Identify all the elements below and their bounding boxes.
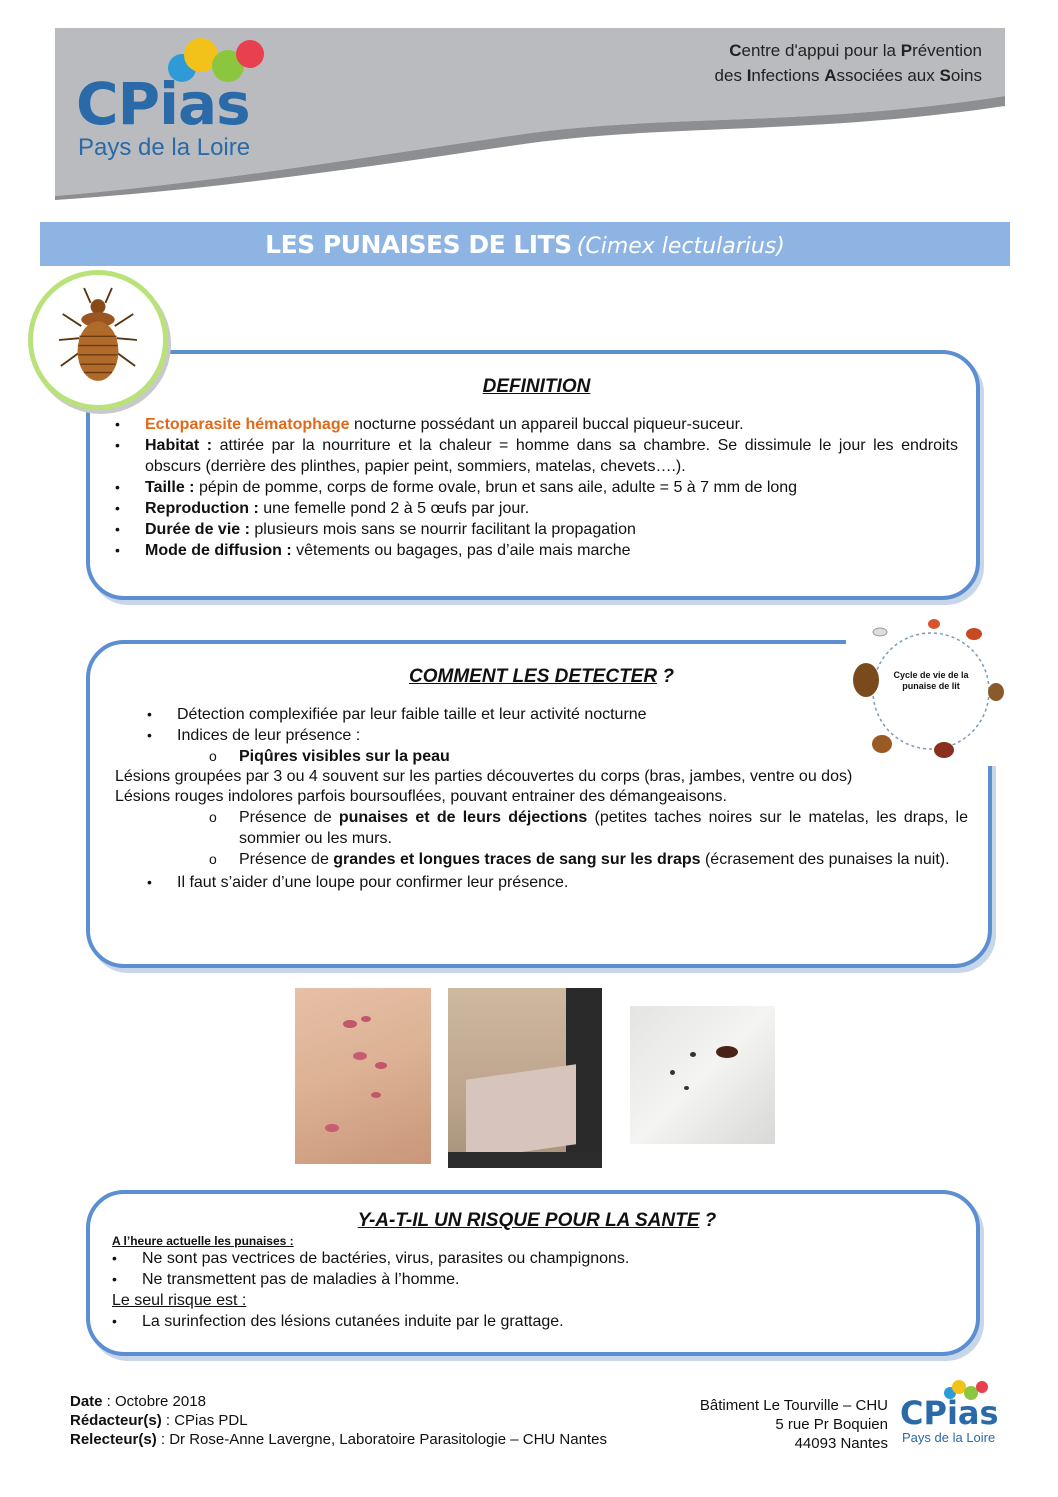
risk-heading: Y-A-T-IL UN RISQUE POUR LA SANTE ? bbox=[357, 1210, 717, 1231]
list-item: • Durée de vie : plusieurs mois sans se nourrir facilitant la propagation bbox=[115, 519, 958, 540]
sub-item: o Présence de grandes et longues traces de sang sur les draps (écrasement des punaises la nuit). bbox=[209, 849, 968, 870]
page-title bbox=[40, 222, 1010, 266]
list-item: • Mode de diffusion : vêtements ou bagages, pas d’aile mais marche bbox=[115, 540, 958, 561]
risk-list bbox=[112, 1248, 962, 1290]
footer-credits: Date : Octobre 2018 Rédacteur(s) : CPias PDL Relecteur(s) : Dr Rose-Anne Lavergne, Laboratoire Parasitologie – CHU Nantes bbox=[70, 1393, 607, 1448]
list-item: • Reproduction : une femelle pond 2 à 5 œufs par jour. bbox=[115, 498, 958, 519]
logo-dot-red bbox=[236, 40, 264, 68]
list-item: • La surinfection des lésions cutanées induite par le grattage. bbox=[112, 1311, 962, 1332]
organization-name: Centre d'appui pour la Prévention des Infections Associées aux Soins bbox=[714, 41, 982, 85]
definition-list bbox=[115, 414, 958, 561]
list-item: • Ectoparasite hématophage nocturne possédant un appareil buccal piqueur-suceur. bbox=[115, 414, 958, 435]
lesion-text-2: Lésions rouges indolores parfois boursouflées, pouvant entrainer des démangeaisons. bbox=[115, 788, 727, 805]
definition-heading: DEFINITION bbox=[482, 376, 591, 397]
photo-mattress-stains bbox=[448, 988, 602, 1168]
footer-logo-subtitle: Pays de la Loire bbox=[902, 1430, 996, 1445]
detection-list bbox=[147, 704, 968, 746]
risk-list-2 bbox=[112, 1311, 962, 1332]
definition-content bbox=[115, 376, 958, 561]
list-item: • Ne transmettent pas de maladies à l’homme. bbox=[112, 1269, 962, 1290]
logo: CPias bbox=[76, 70, 250, 138]
risk-content bbox=[112, 1210, 962, 1332]
risk-intro: A l’heure actuelle les punaises : bbox=[112, 1234, 294, 1248]
list-item: • Il faut s’aider d’une loupe pour confirmer leur présence. bbox=[147, 872, 968, 893]
detection-list-end bbox=[147, 872, 968, 893]
list-item: • Détection complexifiée par leur faible taille et leur activité nocturne bbox=[147, 704, 968, 725]
photo-sheet-traces bbox=[630, 1006, 775, 1144]
title-main: LES PUNAISES DE LITS bbox=[265, 230, 572, 259]
footer-address: Bâtiment Le Tourville – CHU 5 rue Pr Boquien 44093 Nantes bbox=[699, 1397, 888, 1452]
list-item: • Ne sont pas vectrices de bactéries, virus, parasites ou champignons. bbox=[112, 1248, 962, 1269]
photo-skin-bites bbox=[295, 988, 431, 1164]
detection-content bbox=[115, 666, 968, 893]
detection-heading: COMMENT LES DETECTER ? bbox=[409, 666, 674, 687]
footer-logo: CPias bbox=[900, 1394, 999, 1432]
lesion-text-1: Lésions groupées par 3 ou 4 souvent sur les parties découvertes du corps (bras, jambes, ventre ou dos) bbox=[115, 768, 853, 785]
sub-item: o Présence de punaises et de leurs déjections (petites taches noires sur le matelas, les draps, le sommier ou les murs. bbox=[209, 807, 968, 849]
list-item: • Habitat : attirée par la nourriture et la chaleur = homme dans sa chambre. Se dissimule le jour les endroits obscurs (derrière des plinthes, papier peint, sommiers, matelas, chevets….). bbox=[115, 435, 958, 477]
list-item: • Taille : pépin de pomme, corps de forme ovale, brun et sans aile, adulte = 5 à 7 mm de long bbox=[115, 477, 958, 498]
footer-logo-dot-red bbox=[976, 1381, 988, 1393]
logo-subtitle: Pays de la Loire bbox=[78, 134, 251, 161]
risk-only-label: Le seul risque est : bbox=[112, 1292, 247, 1309]
list-item: • Indices de leur présence : bbox=[147, 725, 968, 746]
life-cycle-label: Cycle de vie de la punaise de lit bbox=[893, 670, 969, 691]
sub-item: o Piqûres visibles sur la peau bbox=[209, 746, 968, 767]
title-latin: (Cimex lectularius) bbox=[576, 234, 785, 259]
